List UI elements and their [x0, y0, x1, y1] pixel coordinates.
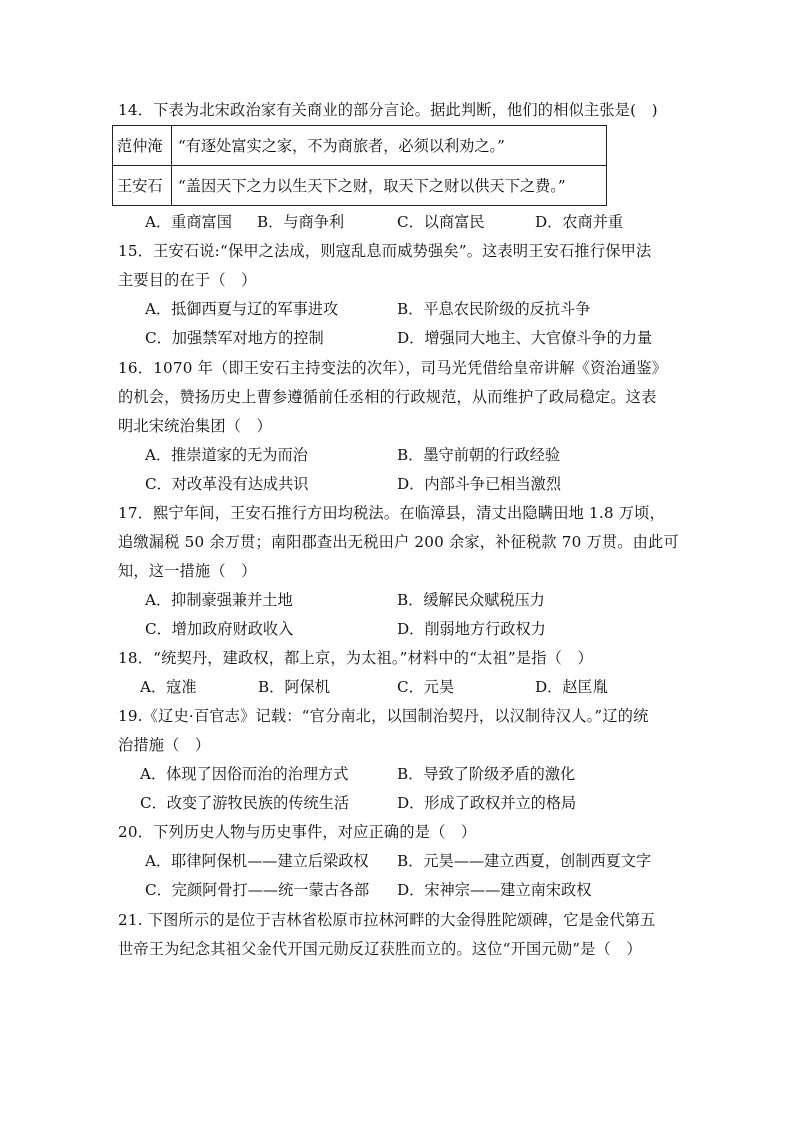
q20-stem-line-1: 20．下列历史人物与历史事件，对应正确的是（ ）: [118, 823, 477, 841]
q20-option-d[interactable]: D．宋神宗——建立南宋政权: [397, 881, 592, 899]
q19-option-c[interactable]: C．改变了游牧民族的传统生活: [140, 794, 350, 812]
q17-option-c[interactable]: C．增加政府财政收入: [145, 620, 294, 638]
q20-option-b[interactable]: B．元昊——建立西夏，创制西夏文字: [397, 852, 652, 870]
q15-option-d[interactable]: D．增强同大地主、大官僚斗争的力量: [397, 329, 653, 347]
q17-option-a[interactable]: A．抑制豪强兼并土地: [145, 591, 293, 609]
q16-stem-line-2: 的机会，赞扬历史上曹参遵循前任丞相的行政规范，从而维护了政局稳定。这表: [118, 388, 657, 406]
q15-option-b[interactable]: B．平息农民阶级的反抗斗争: [397, 300, 591, 318]
q21-stem-line-1: 21. 下图所示的是位于吉林省松原市拉林河畔的大金得胜陀颂碑，它是金代第五: [118, 911, 656, 929]
q20-option-c[interactable]: C．完颜阿骨打——统一蒙古各部: [145, 881, 370, 899]
q14-option-a[interactable]: A．重商富国: [145, 213, 232, 231]
q18-option-a[interactable]: A．寇准: [140, 678, 197, 696]
q16-option-a[interactable]: A．推崇道家的无为而治: [145, 446, 308, 464]
q19-option-b[interactable]: B．导致了阶级矛盾的激化: [397, 765, 576, 783]
q17-stem-line-2: 追缴漏税 50 余万贯；南阳郡查出无税田户 200 余家，补征税款 70 万贯。由此可: [118, 533, 679, 551]
q15-stem-line-1: 15．王安石说:“保甲之法成，则寇乱息而威势强矣”。这表明王安石推行保甲法: [118, 242, 652, 260]
q17-stem-line-3: 知，这一措施（ ）: [118, 562, 257, 580]
q18-option-b[interactable]: B．阿保机: [258, 678, 330, 696]
q18-option-c[interactable]: C．元昊: [397, 678, 455, 696]
q14-option-d[interactable]: D．农商并重: [535, 213, 624, 231]
q14-option-b[interactable]: B．与商争利: [257, 213, 345, 231]
q19-stem-line-2: 治措施（ ）: [118, 736, 211, 754]
q15-option-a[interactable]: A．抵御西夏与辽的军事进攻: [145, 300, 339, 318]
table-cell-quote: “有逐处富实之家，不为商旅者，必须以利劝之。”: [172, 126, 607, 166]
table-cell-quote: “盖因天下之力以生天下之财，取天下之财以供天下之费。”: [172, 166, 607, 206]
q17-option-d[interactable]: D．削弱地方行政权力: [397, 620, 546, 638]
q15-option-c[interactable]: C．加强禁军对地方的控制: [145, 329, 324, 347]
q19-option-d[interactable]: D．形成了政权并立的格局: [397, 794, 577, 812]
q16-stem-line-3: 明北宋统治集团（ ）: [118, 417, 272, 435]
q14-stem-line-1: 14．下表为北宋政治家有关商业的部分言论。据此判断，他们的相似主张是( ): [118, 101, 658, 119]
q18-stem-line-1: 18．“统契丹，建政权，都上京，为太祖。”材料中的“太祖”是指（ ）: [118, 649, 593, 667]
table-row: [113, 166, 607, 206]
q14-option-c[interactable]: C．以商富民: [397, 213, 485, 231]
q19-stem-line-1: 19.《辽史·百官志》记载：“官分南北，以国制治契丹，以汉制待汉人。”辽的统: [118, 707, 649, 725]
q19-option-a[interactable]: A．体现了因俗而治的治理方式: [140, 765, 349, 783]
q16-option-c[interactable]: C．对改革没有达成共识: [145, 475, 309, 493]
table-row: [113, 126, 607, 166]
q17-option-b[interactable]: B．缓解民众赋税压力: [397, 591, 545, 609]
table-cell-name: 王安石: [113, 166, 172, 206]
q18-option-d[interactable]: D．赵匡胤: [535, 678, 608, 696]
q16-stem-line-1: 16．1070 年（即王安石主持变法的次年），司马光凭借给皇帝讲解《资治通鉴》: [118, 359, 668, 377]
q20-option-a[interactable]: A．耶律阿保机——建立后梁政权: [145, 852, 369, 870]
q15-stem-line-2: 主要目的在于（ ）: [118, 271, 257, 289]
q16-option-b[interactable]: B．墨守前朝的行政经验: [397, 446, 561, 464]
q21-stem-line-2: 世帝王为纪念其祖父金代开国元勋反辽获胜而立的。这位“开国元勋”是（ ）: [118, 940, 642, 958]
table-cell-name: 范仲淹: [113, 126, 172, 166]
q16-option-d[interactable]: D．内部斗争已相当激烈: [397, 475, 562, 493]
q17-stem-line-1: 17．熙宁年间，王安石推行方田均税法。在临漳县，清丈出隐瞒田地 1.8 万顷，: [118, 504, 665, 522]
q14-quote-table: [112, 125, 607, 206]
